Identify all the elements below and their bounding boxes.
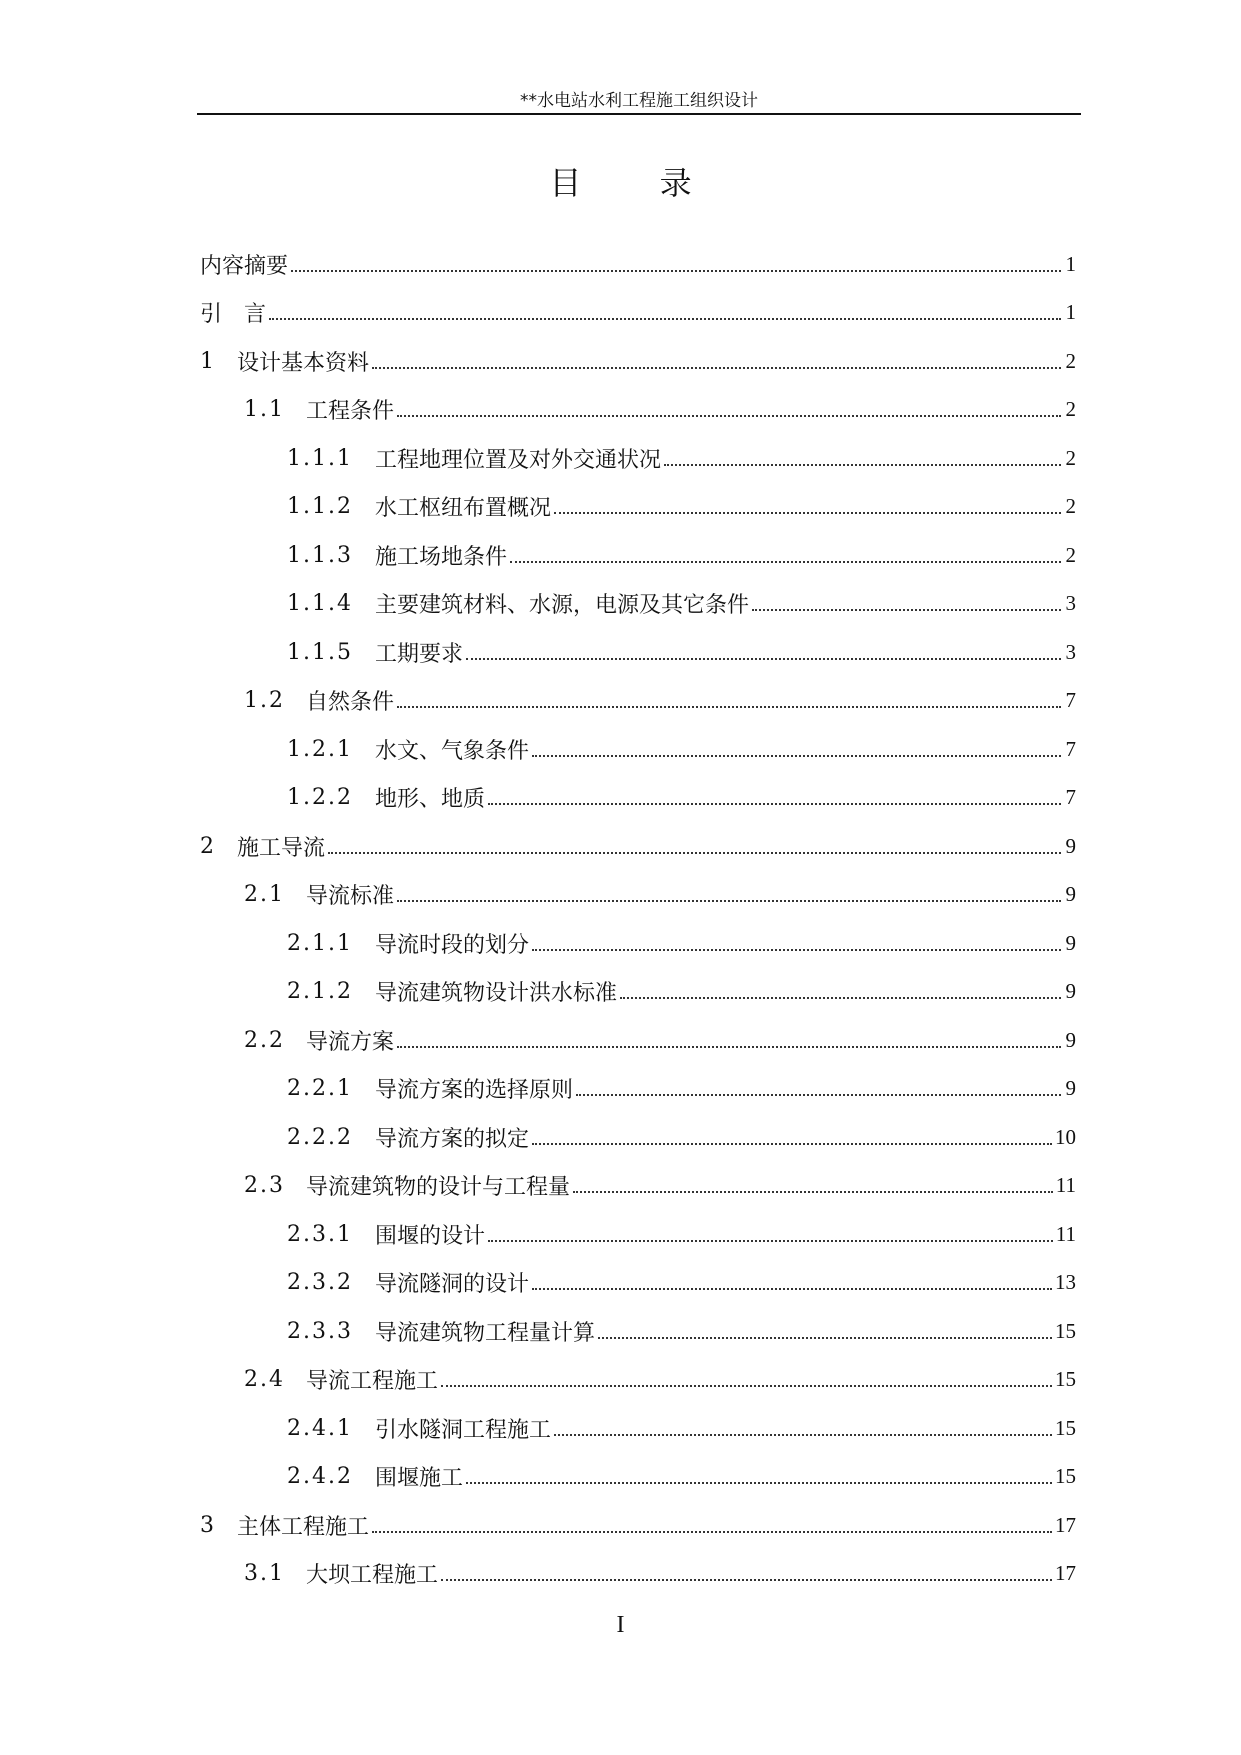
toc-entry-page: 9 (1065, 979, 1076, 1004)
toc-entry-title: 设计基本资料 (237, 350, 370, 376)
dot-leader (397, 877, 1061, 902)
toc-entry-page: 9 (1065, 833, 1076, 858)
toc-entry-number: 2.3.3 (287, 1318, 353, 1344)
dot-leader (397, 1023, 1061, 1048)
toc-entry-title: 导流方案 (306, 1029, 395, 1055)
toc-entry[interactable] (200, 1501, 1076, 1550)
toc-entry-number: 2.3 (244, 1173, 285, 1199)
toc-entry-number: 2.2.2 (287, 1124, 353, 1150)
toc-entry-number: 2.1 (244, 882, 285, 908)
toc-entry-number: 1.1.5 (287, 639, 353, 665)
table-of-contents (200, 240, 1076, 1598)
dot-leader (397, 683, 1061, 708)
toc-entry-number: 2.4.2 (287, 1464, 353, 1490)
toc-entry-title: 内容摘要 (200, 253, 289, 279)
toc-entry-number: 1.1.3 (287, 542, 353, 568)
dot-leader (441, 1556, 1052, 1581)
dot-leader (372, 1508, 1052, 1533)
toc-entry-page: 13 (1055, 1270, 1076, 1295)
toc-entry-title: 导流隧洞的设计 (375, 1272, 530, 1298)
toc-entry-number: 1.1.4 (287, 591, 353, 617)
toc-entry-title: 水文、气象条件 (375, 738, 530, 764)
toc-entry-page: 11 (1055, 1221, 1076, 1246)
toc-entry-number: 2.3.1 (287, 1221, 353, 1247)
toc-entry-title: 引水隧洞工程施工 (375, 1417, 552, 1443)
toc-entry-page: 17 (1055, 1561, 1076, 1586)
toc-entry[interactable] (200, 725, 1076, 774)
toc-entry-title: 围堰的设计 (375, 1223, 486, 1249)
dot-leader (510, 538, 1061, 563)
page-number: I (616, 1612, 625, 1638)
toc-entry-title: 施工场地条件 (375, 544, 508, 570)
header-rule (197, 113, 1081, 115)
toc-entry[interactable] (200, 1162, 1076, 1211)
dot-leader (532, 1120, 1052, 1145)
toc-entry-page: 3 (1065, 639, 1076, 664)
toc-entry[interactable] (200, 386, 1076, 435)
toc-entry-page: 9 (1065, 1027, 1076, 1052)
toc-entry-number: 2 (200, 833, 216, 859)
toc-entry-page: 9 (1065, 930, 1076, 955)
toc-entry-title: 导流建筑物工程量计算 (375, 1320, 596, 1346)
toc-entry-number: 2.4.1 (287, 1415, 353, 1441)
dot-leader (397, 392, 1061, 417)
toc-entry[interactable] (200, 1307, 1076, 1356)
toc-entry-page: 2 (1065, 445, 1076, 470)
toc-entry-number: 1 (200, 348, 216, 374)
toc-entry[interactable] (200, 1113, 1076, 1162)
toc-entry-title: 水工枢纽布置概况 (375, 496, 552, 522)
toc-entry-page: 7 (1065, 736, 1076, 761)
toc-entry-number: 1.1 (244, 397, 285, 423)
toc-entry[interactable] (200, 919, 1076, 968)
toc-entry-number: 2.2 (244, 1027, 285, 1053)
toc-entry-page: 2 (1065, 542, 1076, 567)
toc-entry[interactable] (200, 1356, 1076, 1405)
dot-leader (372, 344, 1061, 369)
toc-entry-number: 2.1.1 (287, 930, 353, 956)
toc-entry-page: 1 (1065, 300, 1076, 325)
toc-entry[interactable] (200, 822, 1076, 871)
dot-leader (664, 441, 1061, 466)
toc-entry-page: 3 (1065, 591, 1076, 616)
toc-entry-number: 3.1 (244, 1561, 285, 1587)
toc-entry[interactable] (200, 1453, 1076, 1502)
toc-entry-title: 导流方案的拟定 (375, 1126, 530, 1152)
dot-leader (328, 829, 1061, 854)
toc-entry-page: 17 (1055, 1512, 1076, 1537)
toc-entry[interactable] (200, 968, 1076, 1017)
toc-entry-title: 工期要求 (375, 641, 464, 667)
toc-entry-title: 围堰施工 (375, 1466, 464, 1492)
toc-entry-title: 导流工程施工 (306, 1369, 439, 1395)
dot-leader (554, 1411, 1052, 1436)
toc-entry[interactable] (200, 1259, 1076, 1308)
dot-leader (598, 1314, 1052, 1339)
toc-entry-number: 2.1.2 (287, 979, 353, 1005)
toc-entry[interactable] (200, 1065, 1076, 1114)
toc-entry[interactable] (200, 628, 1076, 677)
toc-entry[interactable] (200, 240, 1076, 289)
toc-entry[interactable] (200, 1550, 1076, 1599)
toc-entry[interactable] (200, 871, 1076, 920)
toc-entry-title: 导流时段的划分 (375, 932, 530, 958)
toc-entry-number: 1.2.2 (287, 785, 353, 811)
dot-leader (532, 926, 1061, 951)
toc-entry[interactable] (200, 1210, 1076, 1259)
toc-entry-page: 1 (1065, 251, 1076, 276)
toc-entry-page: 2 (1065, 348, 1076, 373)
toc-entry-page: 9 (1065, 882, 1076, 907)
toc-entry-title: 主体工程施工 (237, 1514, 370, 1540)
toc-entry-number: 2.3.2 (287, 1270, 353, 1296)
dot-leader (466, 635, 1061, 660)
toc-entry-page: 15 (1055, 1367, 1076, 1392)
toc-entry[interactable] (200, 289, 1076, 338)
toc-entry[interactable] (200, 483, 1076, 532)
toc-entry-page: 9 (1065, 1076, 1076, 1101)
dot-leader (269, 295, 1061, 320)
toc-entry-number: 1.1.1 (287, 445, 353, 471)
toc-entry[interactable] (200, 531, 1076, 580)
toc-entry-title: 导流标准 (306, 884, 395, 910)
toc-entry-number: 1.2 (244, 688, 285, 714)
running-header: **水电站水利工程施工组织设计 (520, 91, 758, 111)
toc-entry[interactable] (200, 1404, 1076, 1453)
toc-entry-page: 15 (1055, 1318, 1076, 1343)
toc-entry-number: 1.1.2 (287, 494, 353, 520)
toc-entry[interactable] (200, 677, 1076, 726)
toc-entry-page: 15 (1055, 1464, 1076, 1489)
toc-entry-title: 工程条件 (306, 399, 395, 425)
toc-entry-page: 10 (1055, 1124, 1076, 1149)
dot-leader (576, 1071, 1061, 1096)
toc-entry-number: 2.2.1 (287, 1076, 353, 1102)
dot-leader (291, 247, 1061, 272)
dot-leader (466, 1459, 1052, 1484)
toc-entry-title: 导流建筑物的设计与工程量 (306, 1175, 571, 1201)
toc-entry-title: 施工导流 (237, 835, 326, 861)
toc-entry-title: 地形、地质 (375, 787, 486, 813)
page-title: 目 录 (549, 164, 726, 202)
toc-entry[interactable] (200, 337, 1076, 386)
dot-leader (488, 1217, 1053, 1242)
toc-entry-page: 2 (1065, 494, 1076, 519)
toc-entry[interactable] (200, 1016, 1076, 1065)
toc-entry-title: 工程地理位置及对外交通状况 (375, 447, 662, 473)
toc-entry[interactable] (200, 434, 1076, 483)
toc-entry-title: 主要建筑材料、水源，电源及其它条件 (375, 593, 750, 619)
toc-entry-page: 7 (1065, 688, 1076, 713)
toc-entry-title: 自然条件 (306, 690, 395, 716)
dot-leader (532, 732, 1061, 757)
dot-leader (573, 1168, 1053, 1193)
toc-entry-page: 7 (1065, 785, 1076, 810)
toc-entry[interactable] (200, 774, 1076, 823)
dot-leader (554, 489, 1061, 514)
dot-leader (532, 1265, 1052, 1290)
toc-entry-title: 大坝工程施工 (306, 1563, 439, 1589)
toc-entry-number: 1.2.1 (287, 736, 353, 762)
toc-entry-title: 导流方案的选择原则 (375, 1078, 574, 1104)
toc-entry-page: 11 (1055, 1173, 1076, 1198)
dot-leader (620, 974, 1061, 999)
toc-entry[interactable] (200, 580, 1076, 629)
dot-leader (752, 586, 1061, 611)
toc-entry-number: 2.4 (244, 1367, 285, 1393)
toc-entry-page: 2 (1065, 397, 1076, 422)
dot-leader (441, 1362, 1052, 1387)
toc-entry-title: 引 言 (200, 302, 267, 328)
toc-entry-number: 3 (200, 1512, 216, 1538)
toc-entry-title: 导流建筑物设计洪水标准 (375, 981, 618, 1007)
dot-leader (488, 780, 1061, 805)
toc-entry-page: 15 (1055, 1415, 1076, 1440)
